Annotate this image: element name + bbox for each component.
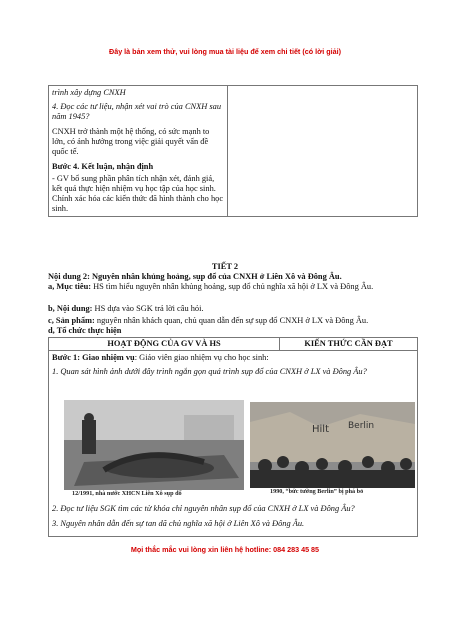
content-b-label: b, Nội dung:	[48, 304, 93, 313]
caption-right	[270, 488, 363, 495]
caption-left: 12/1991, nhà nước XHCN Liên Xô sụp đổ	[72, 490, 182, 497]
activity-table-continued	[48, 85, 418, 217]
objective-label: a, Mục tiêu:	[48, 282, 92, 291]
content	[48, 304, 418, 314]
svg-text:Hilt: Hilt	[312, 424, 329, 435]
step4-body: - GV bổ sung phần phân tích nhận xét, đánh giá, kết quả thực hiện nhiệm vụ học tập của học sinh. Chính xác hóa các kiến thức đã hình thành cho học sinh.	[52, 174, 224, 213]
step1	[52, 353, 414, 363]
header-activity: HOẠT ĐỘNG CỦA GV VÀ HS	[49, 338, 280, 351]
lesson-title: TIẾT 2	[211, 262, 239, 271]
content-heading	[48, 272, 418, 282]
product	[48, 316, 418, 326]
question-4: 4. Đọc các tư liệu, nhận xét vai trò của CNXH sau năm 1945?	[52, 102, 222, 121]
preview-banner: Đây là bản xem thử, vui lòng mua tài liệu để xem chi tiết (có lời giải)	[109, 47, 341, 56]
caption-right-year: 1990,	[270, 488, 286, 495]
product-label: c, Sản phẩm:	[48, 316, 95, 325]
step1-label: Bước 1: Giao nhiệm vụ	[52, 353, 135, 362]
text-line: trình xây dựng CNXH	[52, 88, 126, 97]
objective	[48, 282, 418, 292]
objective-text: HS tìm hiểu nguyên nhân khủng hoảng, sụp đổ chủ nghĩa xã hội ở LX và Đông Âu.	[91, 282, 374, 291]
step1-text: : Giáo viên giao nhiệm vụ cho học sinh:	[134, 353, 269, 362]
caption-right-suffix: bị phá bỏ	[336, 488, 364, 495]
knowledge-cell	[228, 86, 418, 217]
berlin-wall-photo	[250, 402, 415, 488]
product-text: nguyên nhân khách quan, chủ quan dẫn đến sự sụp đổ CNXH ở LX và Đông Âu.	[94, 316, 369, 325]
soviet-collapse-photo	[64, 400, 244, 490]
header-knowledge: KIẾN THỨC CẦN ĐẠT	[280, 338, 418, 351]
step4-title: Bước 4. Kết luận, nhận định	[52, 162, 154, 171]
question-2: 2. Đọc tư liệu SGK tìm các từ khóa chỉ nguyên nhân sụp đổ của CNXH ở LX và Đông Âu?	[52, 504, 355, 513]
content-text: Nguyên nhân khủng hoảng, sụp đổ của CNXH ở Liên Xô và Đông Âu.	[89, 272, 342, 281]
content-label: Nội dung 2:	[48, 272, 90, 281]
question-1: 1. Quan sát hình ảnh dưới đây trình ngắn gọn quá trình sụp đổ của CNXH ở LX và Đông Âu?	[52, 367, 367, 376]
svg-text:Berlin: Berlin	[348, 421, 375, 431]
activity-cell	[49, 86, 228, 217]
question-3: 3. Nguyên nhân dẫn đến sự tan dã chủ nghĩa xã hội ở Liên Xô và Đông Âu.	[52, 519, 305, 528]
caption-right-quote: “bức tường Berlin”	[285, 488, 337, 495]
paragraph: CNXH trở thành một hệ thống, có sức mạnh to lớn, có ảnh hưởng trong việc giải quyết vấn đề quốc tế.	[52, 127, 210, 156]
hotline-banner: Mọi thắc mắc vui lòng xin liên hệ hotline: 084 283 45 85	[130, 545, 320, 554]
organization-heading: d, Tổ chức thực hiện	[48, 326, 122, 335]
content-b-text: HS dựa vào SGK trả lời câu hỏi.	[92, 304, 204, 313]
